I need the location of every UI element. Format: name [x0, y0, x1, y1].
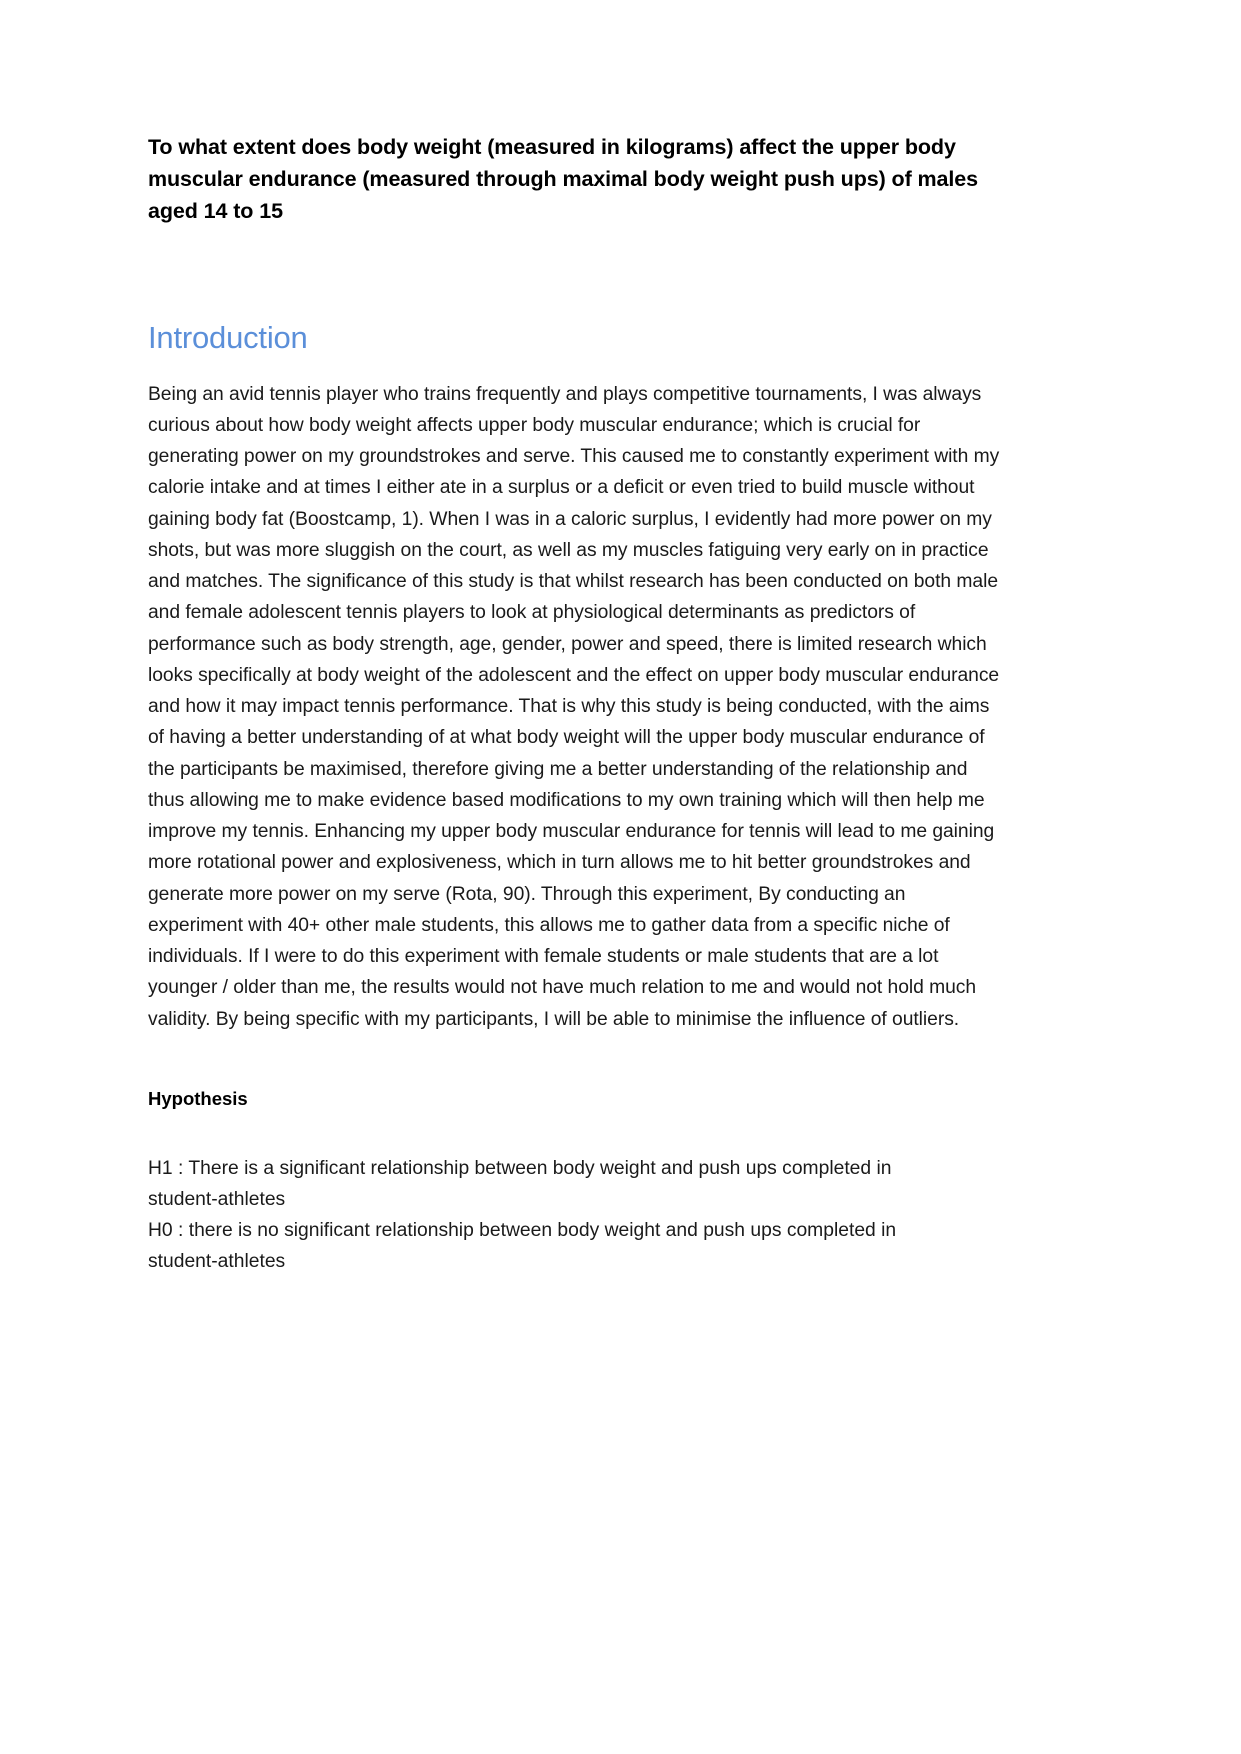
hypothesis-block — [148, 1153, 948, 1278]
sub-heading-hypothesis: Hypothesis — [148, 1087, 248, 1109]
section-heading-introduction: Introduction — [148, 320, 308, 356]
hypothesis-null: H0 : there is no significant relationship between body weight and push ups completed in student-athletes — [148, 1220, 897, 1273]
document-content — [148, 132, 1000, 1278]
hypothesis-alternative: H1 : There is a significant relationship between body weight and push ups completed in student-athletes — [148, 1157, 892, 1210]
page-title: To what extent does body weight (measured in kilograms) affect the upper body muscular endurance (measured through maximal body weight push ups) of males aged 14 to 15 — [148, 135, 978, 223]
introduction-paragraph: Being an avid tennis player who trains frequently and plays competitive tournaments, I was always curious about how body weight affects upper body muscular endurance; which is crucial for generating power on my groundstrokes and serve. This caused me to constantly experiment with my calorie intake and at times I either ate in a surplus or a deficit or even tried to build muscle without gaining body fat (Boostcamp, 1). When I was in a caloric surplus, I evidently had more power on my shots, but was more sluggish on the court, as well as my muscles fatiguing very early on in practice and matches. The significance of this study is that whilst research has been conducted on both male and female adolescent tennis players to look at physiological determinants as predictors of performance such as body strength, age, gender, power and speed, there is limited research which looks specifically at body weight of the adolescent and the effect on upper body muscular endurance and how it may impact tennis performance. That is why this study is being conducted, with the aims of having a better understanding of at what body weight will the upper body muscular endurance of the participants be maximised, therefore giving me a better understanding of the relationship and thus allowing me to make evidence based modifications to my own training which will then help me improve my tennis. Enhancing my upper body muscular endurance for tennis will lead to me gaining more rotational power and explosiveness, which in turn allows me to hit better groundstrokes and generate more power on my serve (Rota, 90). Through this experiment, By conducting an experiment with 40+ other male students, this allows me to gather data from a specific niche of individuals. If I were to do this experiment with female students or male students that are a lot younger / older than me, the results would not have much relation to me and would not hold much validity. By being specific with my participants, I will be able to minimise the influence of outliers. — [148, 383, 1000, 1030]
